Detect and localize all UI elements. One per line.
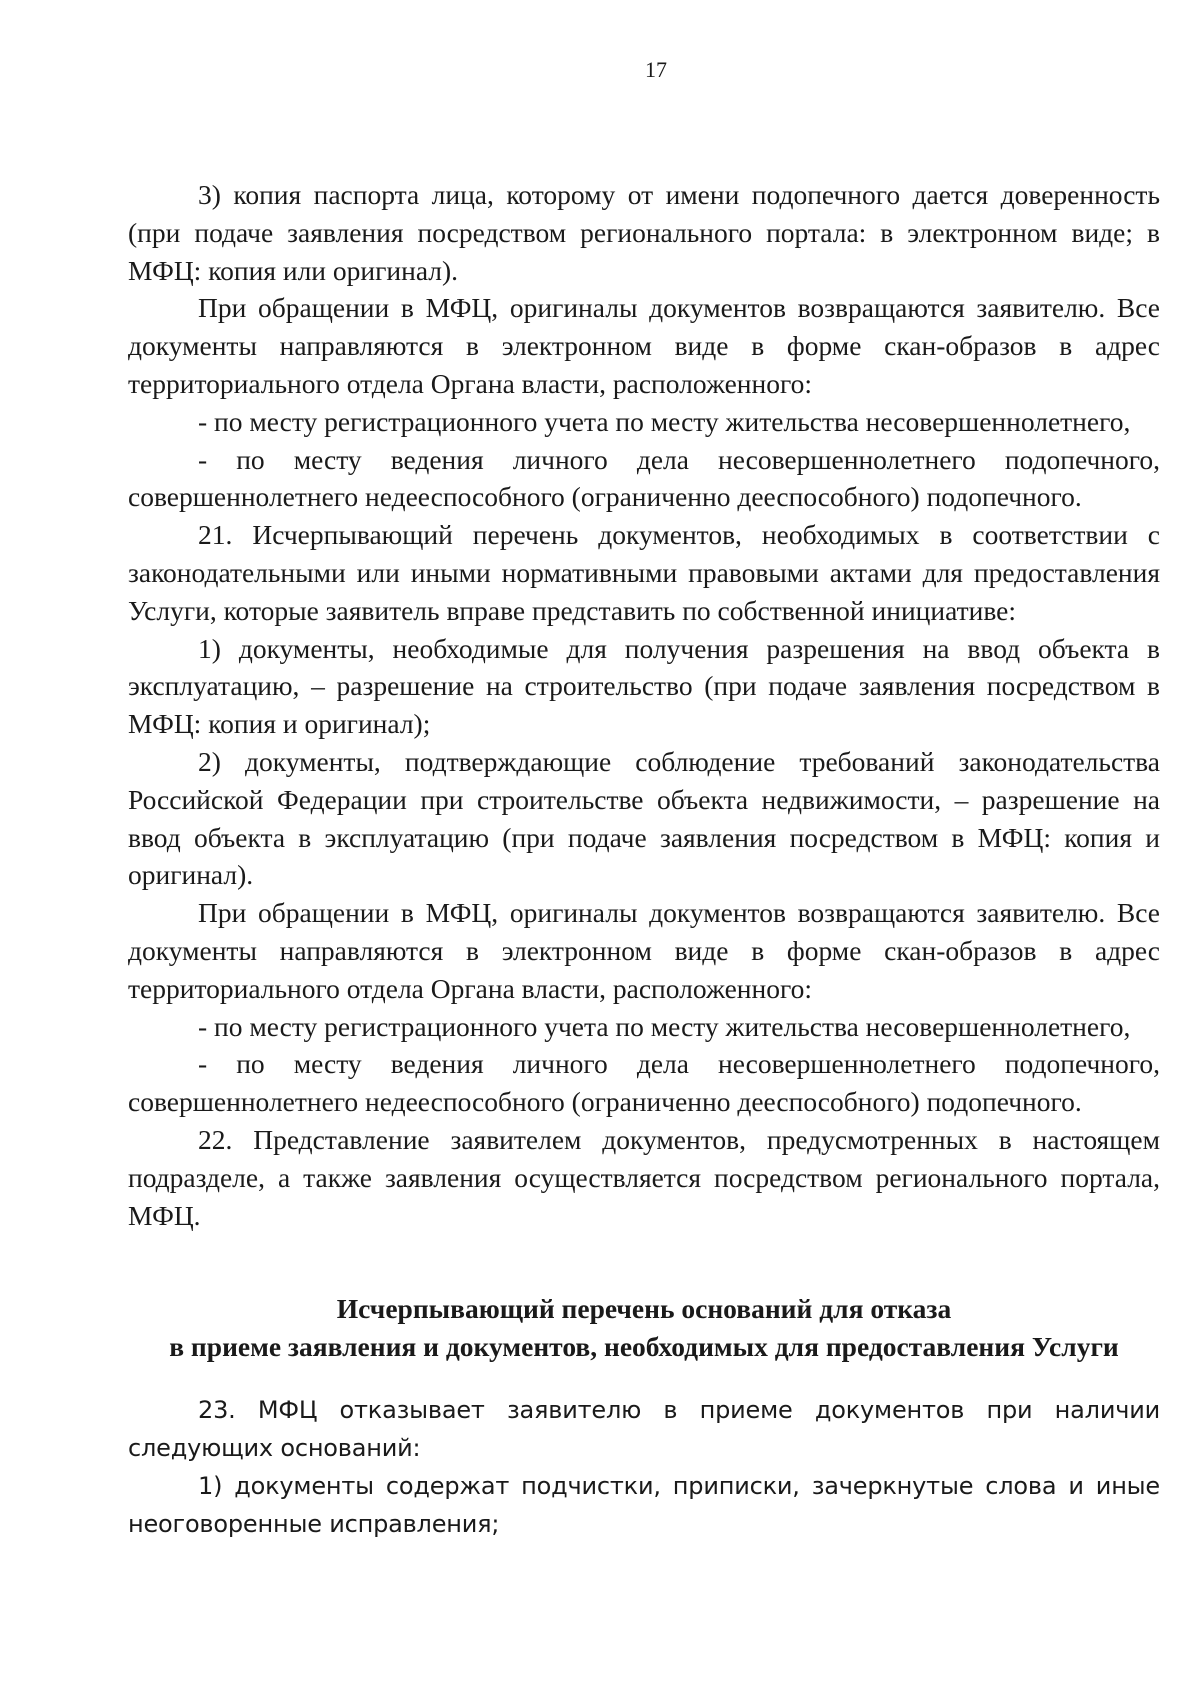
paragraph-personal-file-place: - по месту ведения личного дела несовершеннолетнего подопечного, совершеннолетнего недееспособного (ограниченно дееспособного) подопечного.	[128, 443, 1160, 513]
paragraph-23: 23. МФЦ отказывает заявителю в приеме документов при наличии следующих оснований:	[128, 1396, 1160, 1463]
paragraph-mfc-originals: При обращении в МФЦ, оригиналы документов возвращаются заявителю. Все документы направляются в электронном виде в форме скан-образов в адрес территориального отдела Органа власти, расположенного:	[128, 292, 1160, 399]
paragraph-registration-place: - по месту регистрационного учета по месту жительства несовершеннолетнего,	[198, 405, 1131, 437]
paragraph-item-3-passport: 3) копия паспорта лица, которому от имени подопечного дается доверенность (при подаче заявления посредством регионального портала: в электронном виде; в МФЦ: копия или оригинал).	[128, 179, 1160, 286]
document-page	[128, 56, 1160, 1544]
paragraph-23-item-1: 1) документы содержат подчистки, приписки, зачеркнутые слова и иные неоговоренные исправления;	[128, 1471, 1160, 1538]
paragraph-21-item-1: 1) документы, необходимые для получения разрешения на ввод объекта в эксплуатацию, – разрешение на строительство (при подаче заявления посредством в МФЦ: копия и оригинал);	[128, 632, 1160, 740]
paragraph-21: 21. Исчерпывающий перечень документов, необходимых в соответствии с законодательными или иными нормативными правовыми актами для предоставления Услуги, которые заявитель вправе представить по собственной инициативе:	[128, 519, 1160, 626]
page-number: 17	[645, 57, 667, 82]
paragraph-personal-file-place-2: - по месту ведения личного дела несовершеннолетнего подопечного, совершеннолетнего недееспособного (ограниченно дееспособного) подопечного.	[128, 1048, 1160, 1118]
section-heading-line-2: в приеме заявления и документов, необходимых для предоставления Услуги	[169, 1331, 1119, 1363]
paragraph-21-item-2: 2) документы, подтверждающие соблюдение требований законодательства Российской Федерации при строительстве объекта недвижимости, – разрешение на ввод объекта в эксплуатацию (при подаче заявления посредством в МФЦ: копия и оригинал).	[128, 745, 1160, 891]
section-heading-line-1: Исчерпывающий перечень оснований для отказа	[336, 1293, 952, 1325]
section-heading	[128, 1290, 1160, 1366]
paragraph-registration-place-2: - по месту регистрационного учета по месту жительства несовершеннолетнего,	[198, 1010, 1131, 1042]
paragraph-mfc-originals-2: При обращении в МФЦ, оригиналы документов возвращаются заявителю. Все документы направляются в электронном виде в форме скан-образов в адрес территориального отдела Органа власти, расположенного:	[128, 897, 1160, 1004]
paragraph-22: 22. Представление заявителем документов, предусмотренных в настоящем подразделе, а также заявления осуществляется посредством регионального портала, МФЦ.	[128, 1123, 1160, 1231]
